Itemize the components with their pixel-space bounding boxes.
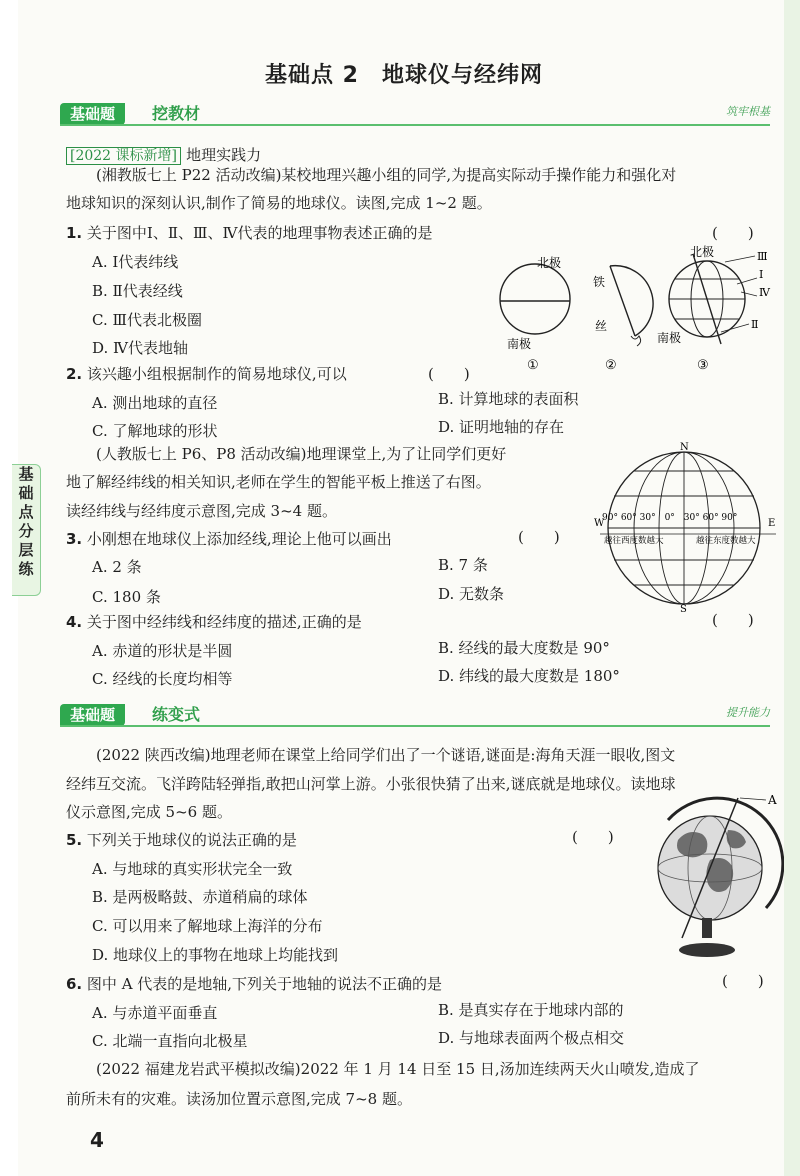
option[interactable]: D. 证明地轴的存在 <box>438 418 565 436</box>
figure-number: ② <box>605 358 617 373</box>
label-south: S <box>680 604 687 612</box>
answer-blank[interactable]: ( ) <box>712 224 754 242</box>
section-tag: 基础题 <box>60 704 125 726</box>
option[interactable]: C. 北端一直指向北极星 <box>92 1032 248 1050</box>
section-divider <box>60 725 770 727</box>
section-subtitle: 挖教材 <box>152 104 201 123</box>
option[interactable]: D. 无数条 <box>438 585 505 603</box>
option[interactable]: B. 经线的最大度数是 90° <box>438 639 610 657</box>
option[interactable]: A. 与地球的真实形状完全一致 <box>92 860 293 878</box>
intro-2-line: (人教版七上 P6、P8 活动改编)地理课堂上,为了让同学们更好 <box>96 445 507 463</box>
figure-globe <box>648 790 784 960</box>
question-number: 3. <box>66 530 83 548</box>
question-3-stem <box>66 528 392 549</box>
question-text: 下列关于地球仪的说法正确的是 <box>86 831 297 849</box>
page-title: 基础点 2 地球仪与经纬网 <box>265 63 543 88</box>
globe-diagram-1 <box>500 255 570 373</box>
section-slogan: 提升能力 <box>726 706 770 719</box>
section-divider <box>60 124 770 126</box>
option[interactable]: D. Ⅳ代表地轴 <box>92 339 189 357</box>
question-text: 该兴趣小组根据制作的简易地球仪,可以 <box>86 365 347 383</box>
page-number: 4 <box>90 1128 104 1152</box>
option[interactable]: C. 经线的长度均相等 <box>92 670 233 688</box>
badge-label: 地理实践力 <box>186 146 262 164</box>
globe-diagram-2 <box>593 266 653 373</box>
section-header-basic-1 <box>60 103 770 125</box>
section-slogan: 筑牢根基 <box>726 105 770 118</box>
option[interactable]: A. 测出地球的直径 <box>92 394 218 412</box>
label-east: E <box>768 518 776 529</box>
label-roman-1: Ⅰ <box>759 268 764 281</box>
intro-4-line: 前所未有的灾难。读汤加位置示意图,完成 7~8 题。 <box>66 1090 412 1108</box>
option[interactable]: B. Ⅱ代表经线 <box>92 282 183 300</box>
figure-number: ③ <box>697 358 709 373</box>
option[interactable]: B. 计算地球的表面积 <box>438 390 579 408</box>
label-thread: 丝 <box>595 319 608 333</box>
question-4-stem <box>66 611 362 632</box>
question-number: 2. <box>66 365 83 383</box>
label-west: W <box>594 518 605 529</box>
option[interactable]: A. 与赤道平面垂直 <box>92 1004 218 1022</box>
side-tab-char: 层 <box>18 541 34 559</box>
option[interactable]: C. Ⅲ代表北极圈 <box>92 311 202 329</box>
intro-2-line: 读经纬线与经纬度示意图,完成 3~4 题。 <box>66 502 337 520</box>
label-roman-2: Ⅱ <box>751 318 759 331</box>
section-subtitle: 练变式 <box>152 705 201 724</box>
question-number: 5. <box>66 831 83 849</box>
option[interactable]: A. Ⅰ代表纬线 <box>92 253 179 271</box>
question-1-stem <box>66 222 433 243</box>
label-north: N <box>680 442 689 453</box>
badge-new-standard: [2022 课标新增] <box>66 147 181 165</box>
section-tag: 基础题 <box>60 103 125 125</box>
question-text: 小刚想在地球仪上添加经线,理论上他可以画出 <box>86 530 392 548</box>
option[interactable]: D. 地球仪上的事物在地球上均能找到 <box>92 946 339 964</box>
label-west-increasing: 越往西度数越大 <box>604 536 664 546</box>
intro-3-line: (2022 陕西改编)地理老师在课堂上给同学们出了一个谜语,谜面是:海角天涯一眼收,图文 <box>96 746 676 764</box>
label-north-pole: 北极 <box>690 245 715 259</box>
longitude-degree-labels: 90° 60° 30° 0° 30° 60° 90° <box>602 513 738 523</box>
intro-2-line: 地了解经纬线的相关知识,老师在学生的智能平板上推送了右图。 <box>66 473 491 491</box>
option[interactable]: B. 是两极略鼓、赤道稍扁的球体 <box>92 888 308 906</box>
side-tab-char: 基 <box>18 465 34 483</box>
answer-blank[interactable]: ( ) <box>518 528 560 546</box>
label-roman-3: Ⅲ <box>757 250 768 263</box>
option[interactable]: C. 可以用来了解地球上海洋的分布 <box>92 917 323 935</box>
option[interactable]: A. 赤道的形状是半圆 <box>92 642 233 660</box>
answer-blank[interactable]: ( ) <box>712 611 754 629</box>
intro-1-line: 地球知识的深刻认识,制作了简易的地球仪。读图,完成 1~2 题。 <box>66 194 492 212</box>
option[interactable]: C. 了解地球的形状 <box>92 422 218 440</box>
label-wire: 铁 <box>593 275 606 289</box>
globe-diagram-3 <box>657 244 771 373</box>
page-edge <box>784 0 800 1176</box>
label-south-pole: 南极 <box>507 337 532 351</box>
intro-3-line: 仪示意图,完成 5~6 题。 <box>66 803 232 821</box>
option[interactable]: B. 是真实存在于地球内部的 <box>438 1001 624 1019</box>
answer-blank[interactable]: ( ) <box>722 972 764 990</box>
intro-3-line: 经纬互交流。飞洋跨陆轻弹指,敢把山河掌上游。小张很快猜了出来,谜底就是地球仪。读地球 <box>66 775 676 793</box>
question-2-stem <box>66 363 347 384</box>
side-tab-char: 点 <box>18 503 34 521</box>
side-tab-char: 练 <box>18 560 34 578</box>
label-east-increasing: 越往东度数越大 <box>696 536 756 546</box>
option[interactable]: B. 7 条 <box>438 556 488 574</box>
intro-1-line: (湘教版七上 P22 活动改编)某校地理兴趣小组的同学,为提高实际动手操作能力和强化对 <box>96 166 677 184</box>
question-text: 关于图中Ⅰ、Ⅱ、Ⅲ、Ⅳ代表的地理事物表述正确的是 <box>86 224 433 242</box>
figure-latitude-longitude <box>592 440 782 612</box>
question-number: 4. <box>66 613 83 631</box>
side-tab <box>12 464 41 596</box>
question-6-stem <box>66 973 442 994</box>
question-number: 1. <box>66 224 83 242</box>
intro-4-line: (2022 福建龙岩武平模拟改编)2022 年 1 月 14 日至 15 日,汤加连续两天火山喷发,造成了 <box>96 1060 700 1078</box>
figure-simple-globe <box>485 244 785 374</box>
question-text: 关于图中经纬线和经纬度的描述,正确的是 <box>86 613 362 631</box>
option[interactable]: C. 180 条 <box>92 588 161 606</box>
question-text: 图中 A 代表的是地轴,下列关于地轴的说法不正确的是 <box>86 975 443 993</box>
answer-blank[interactable]: ( ) <box>572 828 614 846</box>
option[interactable]: D. 纬线的最大度数是 180° <box>438 667 620 685</box>
label-north-pole: 北极 <box>537 256 562 270</box>
question-5-stem <box>66 829 297 850</box>
side-tab-char: 分 <box>18 522 34 540</box>
label-axis-a: A <box>768 793 777 807</box>
side-tab-char: 础 <box>18 484 34 502</box>
figure-number: ① <box>527 358 539 373</box>
intro-1-header <box>66 144 261 165</box>
label-roman-4: Ⅳ <box>759 286 770 299</box>
section-header-basic-2 <box>60 704 770 726</box>
option[interactable]: A. 2 条 <box>92 558 142 576</box>
option[interactable]: D. 与地球表面两个极点相交 <box>438 1029 625 1047</box>
question-number: 6. <box>66 975 83 993</box>
label-south-pole: 南极 <box>657 331 682 345</box>
answer-blank[interactable]: ( ) <box>428 365 470 383</box>
